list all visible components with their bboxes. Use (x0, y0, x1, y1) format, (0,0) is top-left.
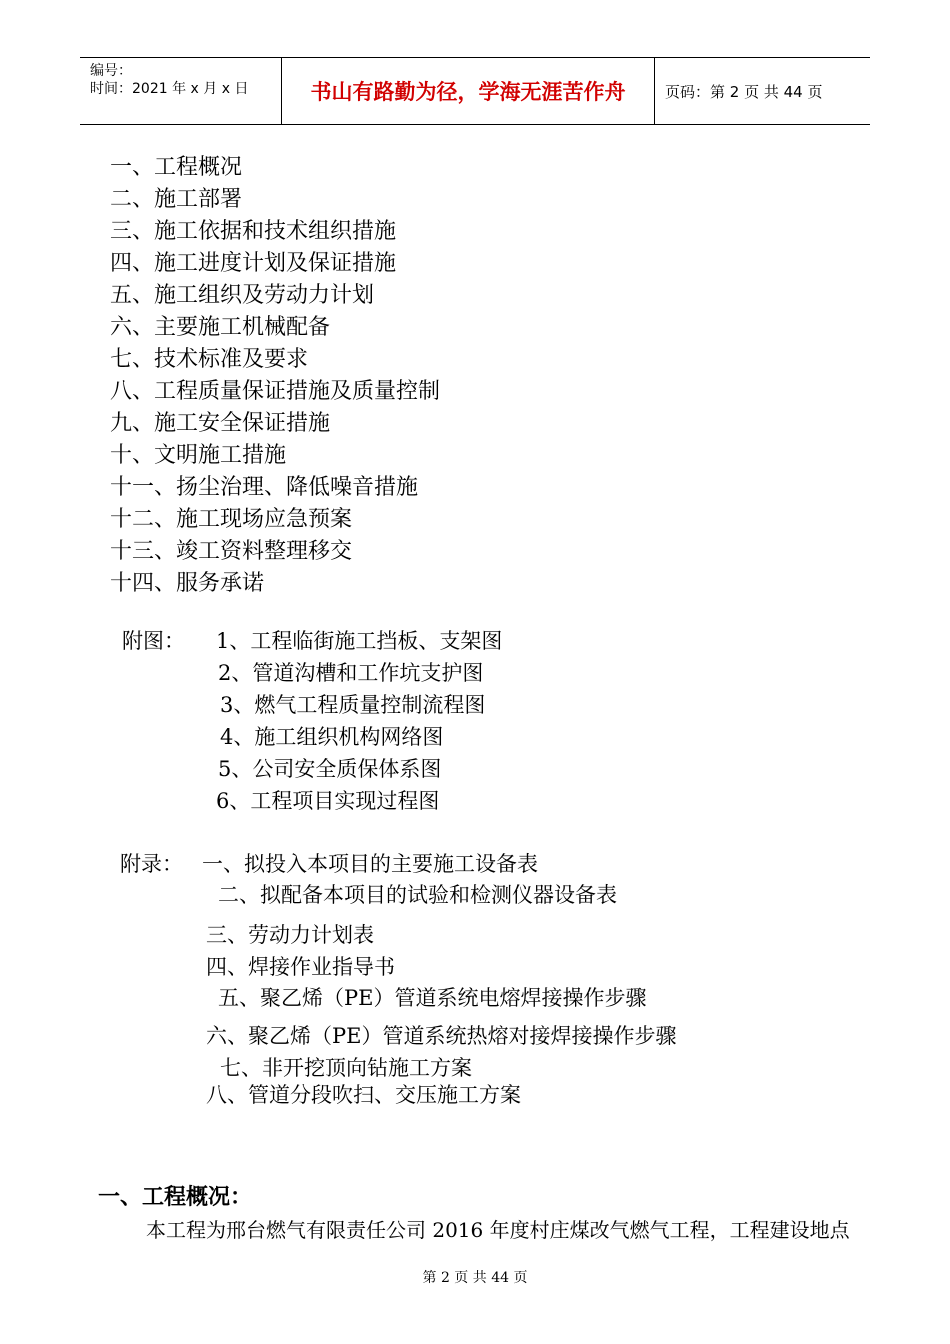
toc-item: 一、工程概况 (110, 155, 243, 180)
toc-item: 十二、施工现场应急预案 (110, 507, 353, 532)
page-footer: 第 2 页 共 44 页 (422, 1270, 528, 1286)
toc-item: 八、工程质量保证措施及质量控制 (110, 379, 441, 404)
section-paragraph: 本工程为邢台燃气有限责任公司 2016 年度村庄煤改气燃气工程，工程建设地点 (146, 1218, 850, 1242)
appendix-item: 八、管道分段吹扫、交压施工方案 (206, 1083, 521, 1107)
appendix-item: 三、劳动力计划表 (206, 923, 374, 947)
figures-label: 附图： (122, 629, 185, 653)
figure-item: 3、燃气工程质量控制流程图 (220, 693, 486, 717)
appendix-item: 一、拟投入本项目的主要施工设备表 (202, 852, 538, 876)
document-number-label: 编号： (90, 63, 132, 79)
toc-item: 五、施工组织及劳动力计划 (110, 283, 375, 308)
toc-item: 二、施工部署 (110, 187, 243, 212)
header-page-code: 页码：第 2 页 共 44 页 (665, 82, 823, 101)
appendix-label: 附录： (120, 852, 183, 876)
section-title: 一、工程概况： (98, 1184, 253, 1210)
document-date: 时间：2021 年 x 月 x 日 (90, 81, 249, 97)
toc-item: 三、施工依据和技术组织措施 (110, 219, 397, 244)
toc-item: 四、施工进度计划及保证措施 (110, 251, 397, 276)
table-of-contents (110, 152, 440, 600)
appendix-item: 五、聚乙烯（PE）管道系统电熔焊接操作步骤 (218, 986, 647, 1010)
figure-item: 5、公司安全质保体系图 (218, 757, 442, 781)
appendix-item: 四、焊接作业指导书 (206, 955, 395, 979)
page-header (80, 57, 870, 125)
figure-item: 2、管道沟槽和工作坑支护图 (218, 661, 484, 685)
figure-item: 1、工程临街施工挡板、支架图 (216, 629, 503, 653)
toc-item: 十、文明施工措施 (110, 443, 287, 468)
figure-item: 6、工程项目实现过程图 (216, 789, 440, 813)
toc-item: 十三、竣工资料整理移交 (110, 539, 353, 564)
header-motto: 书山有路勤为径，学海无涯苦作舟 (282, 58, 655, 124)
toc-item: 十一、扬尘治理、降低噪音措施 (110, 475, 419, 500)
figure-item: 4、施工组织机构网络图 (220, 725, 444, 749)
toc-item: 七、技术标准及要求 (110, 347, 309, 372)
header-meta (80, 58, 282, 124)
appendix-item: 七、非开挖顶向钻施工方案 (220, 1056, 472, 1080)
toc-item: 十四、服务承诺 (110, 571, 265, 596)
appendix-item: 六、聚乙烯（PE）管道系统热熔对接焊接操作步骤 (206, 1024, 677, 1048)
toc-item: 六、主要施工机械配备 (110, 315, 331, 340)
appendix-item: 二、拟配备本项目的试验和检测仪器设备表 (218, 883, 617, 907)
toc-item: 九、施工安全保证措施 (110, 411, 331, 436)
